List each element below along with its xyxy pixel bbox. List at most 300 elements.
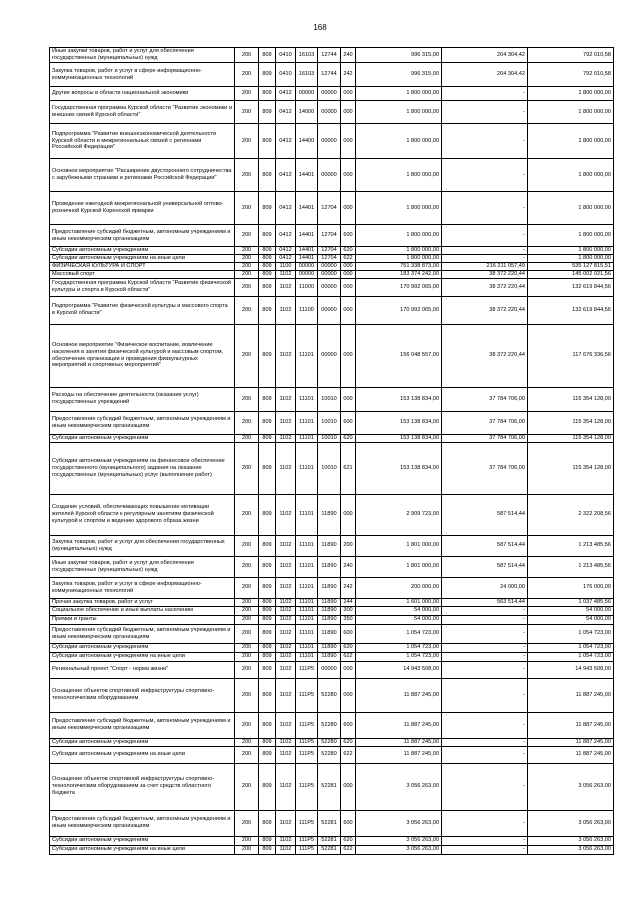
row-amount-remaining: 115 354 128,00 (528, 442, 614, 494)
table-row (50, 225, 614, 247)
row-amount-planned: 996 315,00 (356, 48, 442, 63)
row-amount-planned: 3 056 263,00 (356, 836, 442, 845)
row-amount-executed: 38 372 220,44 (442, 270, 528, 278)
row-code-ministry: 809 (259, 270, 276, 278)
table-row (50, 87, 614, 101)
row-code-program: 00000 (296, 262, 318, 270)
row-amount-planned: 1 601 000,00 (356, 598, 442, 606)
row-code-section: 0412 (276, 87, 296, 101)
table-row (50, 577, 614, 598)
row-amount-executed: 38 372 220,44 (442, 278, 528, 296)
row-code-type: 000 (341, 124, 356, 159)
row-code-type: 620 (341, 738, 356, 746)
row-code-program: 11101 (296, 442, 318, 494)
row-code-ministry: 809 (259, 87, 276, 101)
row-code-type: 622 (341, 652, 356, 661)
row-code-admin: 200 (235, 192, 259, 225)
table-row (50, 270, 614, 278)
row-amount-executed: - (442, 712, 528, 738)
row-code-section: 0412 (276, 159, 296, 192)
row-code-type: 000 (341, 763, 356, 810)
row-code-ministry: 809 (259, 494, 276, 535)
table-row (50, 810, 614, 836)
row-code-type: 000 (341, 296, 356, 324)
row-code-admin: 200 (235, 159, 259, 192)
row-code-direction: 52281 (318, 845, 341, 854)
row-amount-executed: 37 784 706,00 (442, 411, 528, 434)
row-code-admin: 200 (235, 624, 259, 643)
row-amount-remaining: 14 943 508,00 (528, 661, 614, 678)
row-code-ministry: 809 (259, 262, 276, 270)
row-code-direction: 52281 (318, 763, 341, 810)
row-code-section: 1102 (276, 494, 296, 535)
row-amount-remaining: 1 800 000,00 (528, 159, 614, 192)
row-code-section: 1102 (276, 615, 296, 624)
row-name: Предоставление субсидий бюджетным, автономным учреждениям и иным некоммерческим организациям (50, 712, 235, 738)
row-code-program: 14401 (296, 254, 318, 262)
row-amount-remaining: 11 887 245,00 (528, 712, 614, 738)
row-code-section: 1102 (276, 624, 296, 643)
table-row (50, 411, 614, 434)
row-code-program: 14000 (296, 101, 318, 124)
row-code-admin: 200 (235, 643, 259, 652)
row-code-section: 1102 (276, 712, 296, 738)
row-code-admin: 200 (235, 296, 259, 324)
table-row (50, 535, 614, 556)
row-amount-planned: 54 000,00 (356, 615, 442, 624)
row-code-section: 1102 (276, 810, 296, 836)
row-code-ministry: 809 (259, 296, 276, 324)
row-name: ФИЗИЧЕСКАЯ КУЛЬТУРА И СПОРТ (50, 262, 235, 270)
row-name: Субсидии автономным учреждениям на иные цели (50, 845, 235, 854)
row-code-admin: 200 (235, 836, 259, 845)
row-code-section: 1102 (276, 836, 296, 845)
row-name: Основное мероприятие "Физическое воспитание, вовлечение населения в занятия физической культурой и массовым спортом, обеспечение организации и проведения физкультурных мероприятий и спортивных мероприятий" (50, 324, 235, 387)
row-code-admin: 200 (235, 763, 259, 810)
row-amount-remaining: 11 887 245,00 (528, 746, 614, 763)
row-code-admin: 200 (235, 254, 259, 262)
row-name: Региональный проект "Спорт - норма жизни" (50, 661, 235, 678)
row-amount-remaining: 3 056 263,00 (528, 836, 614, 845)
row-name: Проведение ежегодной межрегиональной универсальной оптово-розничной Курской Коренской ярмарки (50, 192, 235, 225)
row-code-direction: 12744 (318, 63, 341, 87)
row-amount-planned: 996 315,00 (356, 63, 442, 87)
table-row (50, 494, 614, 535)
row-name: Оснащение объектов спортивной инфраструктуры спортивно-технологическим оборудованием за счет средств областного бюджета (50, 763, 235, 810)
row-code-ministry: 809 (259, 598, 276, 606)
row-code-section: 1102 (276, 556, 296, 577)
row-code-program: 11101 (296, 556, 318, 577)
row-code-admin: 200 (235, 411, 259, 434)
row-code-admin: 200 (235, 615, 259, 624)
row-amount-planned: 751 338 873,00 (356, 262, 442, 270)
row-code-direction: 52281 (318, 810, 341, 836)
row-code-ministry: 809 (259, 652, 276, 661)
row-amount-remaining: 792 010,58 (528, 63, 614, 87)
row-code-program: 11101 (296, 324, 318, 387)
row-amount-remaining: 54 000,00 (528, 615, 614, 624)
row-amount-planned: 1 054 723,00 (356, 624, 442, 643)
row-code-program: 111P5 (296, 836, 318, 845)
row-code-section: 1102 (276, 763, 296, 810)
row-amount-planned: 183 374 242,00 (356, 270, 442, 278)
row-code-type: 300 (341, 606, 356, 615)
row-code-type: 000 (341, 661, 356, 678)
row-amount-remaining: 132 619 844,56 (528, 296, 614, 324)
row-code-type: 000 (341, 159, 356, 192)
row-amount-executed: - (442, 738, 528, 746)
row-amount-executed: - (442, 836, 528, 845)
row-code-ministry: 809 (259, 661, 276, 678)
row-amount-executed: - (442, 661, 528, 678)
row-name: Закупка товаров, работ и услуг для обеспечения государственных (муниципальных) нужд (50, 535, 235, 556)
row-name: Подпрограмма "Развитие физической культуры и массового спорта в Курской области" (50, 296, 235, 324)
row-amount-planned: 1 800 000,00 (356, 159, 442, 192)
row-code-type: 242 (341, 63, 356, 87)
row-code-direction: 12744 (318, 48, 341, 63)
row-code-ministry: 809 (259, 615, 276, 624)
row-code-ministry: 809 (259, 556, 276, 577)
table-row (50, 746, 614, 763)
row-name: Оснащение объектов спортивной инфраструктуры спортивно-технологическим оборудованием (50, 678, 235, 712)
row-code-ministry: 809 (259, 442, 276, 494)
row-code-program: 00000 (296, 87, 318, 101)
row-code-program: 14401 (296, 192, 318, 225)
row-code-program: 11101 (296, 411, 318, 434)
row-code-type: 600 (341, 624, 356, 643)
table-row (50, 652, 614, 661)
row-code-program: 11000 (296, 278, 318, 296)
row-code-admin: 200 (235, 442, 259, 494)
row-code-admin: 200 (235, 652, 259, 661)
row-code-ministry: 809 (259, 278, 276, 296)
row-name: Субсидии автономным учреждениям (50, 247, 235, 255)
row-code-type: 240 (341, 556, 356, 577)
page-number: 168 (313, 23, 327, 32)
row-code-admin: 200 (235, 262, 259, 270)
budget-table (49, 47, 614, 855)
table-row (50, 262, 614, 270)
row-code-direction: 00000 (318, 278, 341, 296)
row-amount-planned: 153 138 834,00 (356, 434, 442, 442)
row-code-type: 620 (341, 836, 356, 845)
row-amount-remaining: 535 127 815,51 (528, 262, 614, 270)
row-amount-executed: 37 784 706,00 (442, 442, 528, 494)
row-amount-executed: - (442, 763, 528, 810)
row-code-section: 1102 (276, 652, 296, 661)
row-amount-planned: 1 800 000,00 (356, 124, 442, 159)
row-amount-executed: 24 000,00 (442, 577, 528, 598)
table-row (50, 643, 614, 652)
row-name: Другие вопросы в области национальной экономики (50, 87, 235, 101)
row-amount-remaining: 2 322 208,56 (528, 494, 614, 535)
row-code-type: 621 (341, 442, 356, 494)
row-code-direction: 00000 (318, 296, 341, 324)
row-amount-executed: - (442, 87, 528, 101)
row-amount-planned: 11 887 245,00 (356, 712, 442, 738)
table-row (50, 598, 614, 606)
row-code-type: 200 (341, 535, 356, 556)
row-amount-planned: 1 801 000,00 (356, 535, 442, 556)
row-name: Премии и гранты (50, 615, 235, 624)
row-amount-planned: 1 054 723,00 (356, 643, 442, 652)
row-code-admin: 200 (235, 746, 259, 763)
row-code-section: 1102 (276, 738, 296, 746)
row-code-ministry: 809 (259, 124, 276, 159)
row-amount-planned: 2 909 723,00 (356, 494, 442, 535)
row-amount-executed: - (442, 624, 528, 643)
row-amount-executed: 204 304,42 (442, 48, 528, 63)
row-code-direction: 11890 (318, 652, 341, 661)
row-amount-remaining: 115 354 128,00 (528, 434, 614, 442)
row-code-section: 0412 (276, 101, 296, 124)
row-code-type: 000 (341, 324, 356, 387)
row-code-type: 244 (341, 598, 356, 606)
row-code-admin: 200 (235, 63, 259, 87)
row-amount-remaining: 1 800 000,00 (528, 87, 614, 101)
row-amount-executed: - (442, 643, 528, 652)
row-name: Субсидии автономным учреждениям на иные цели (50, 652, 235, 661)
row-code-program: 111P5 (296, 678, 318, 712)
row-code-program: 11101 (296, 615, 318, 624)
row-amount-executed: - (442, 247, 528, 255)
row-code-program: 111P5 (296, 746, 318, 763)
row-code-section: 1102 (276, 324, 296, 387)
row-code-direction: 11890 (318, 606, 341, 615)
row-amount-executed: 587 514,44 (442, 494, 528, 535)
table-row (50, 615, 614, 624)
row-amount-planned: 170 992 065,00 (356, 296, 442, 324)
row-amount-planned: 1 800 000,00 (356, 101, 442, 124)
row-name: Субсидии автономным учреждениям на иные цели (50, 746, 235, 763)
row-amount-remaining: 1 800 000,00 (528, 247, 614, 255)
row-code-direction: 11890 (318, 494, 341, 535)
row-code-program: 11101 (296, 624, 318, 643)
table-row (50, 434, 614, 442)
row-code-ministry: 809 (259, 712, 276, 738)
row-amount-remaining: 1 800 000,00 (528, 192, 614, 225)
row-name: Предоставление субсидий бюджетным, автономным учреждениям и иным некоммерческим организациям (50, 411, 235, 434)
row-code-ministry: 809 (259, 159, 276, 192)
row-code-direction: 00000 (318, 661, 341, 678)
row-amount-executed: - (442, 810, 528, 836)
table-row (50, 63, 614, 87)
row-amount-executed: - (442, 159, 528, 192)
table-row (50, 48, 614, 63)
row-code-program: 111P5 (296, 738, 318, 746)
row-code-type: 240 (341, 48, 356, 63)
row-code-admin: 200 (235, 810, 259, 836)
table-row (50, 101, 614, 124)
row-code-ministry: 809 (259, 48, 276, 63)
table-row (50, 763, 614, 810)
row-amount-remaining: 1 800 000,00 (528, 225, 614, 247)
row-name: Субсидии автономным учреждениям на иные цели (50, 254, 235, 262)
row-amount-planned: 153 138 834,00 (356, 411, 442, 434)
row-code-direction: 10010 (318, 434, 341, 442)
row-amount-remaining: 1 800 000,00 (528, 124, 614, 159)
row-amount-executed: 38 372 220,44 (442, 324, 528, 387)
row-code-ministry: 809 (259, 411, 276, 434)
row-code-ministry: 809 (259, 254, 276, 262)
row-code-ministry: 809 (259, 746, 276, 763)
row-code-admin: 200 (235, 124, 259, 159)
row-amount-planned: 54 000,00 (356, 606, 442, 615)
row-code-ministry: 809 (259, 643, 276, 652)
row-code-ministry: 809 (259, 101, 276, 124)
row-code-direction: 11890 (318, 577, 341, 598)
row-name: Основное мероприятие "Расширение двустороннего сотрудничества с зарубежными странами и регионами Российской Федерации" (50, 159, 235, 192)
row-name: Иные закупки товаров, работ и услуг для обеспечения государственных (муниципальных) нужд (50, 48, 235, 63)
table-row (50, 192, 614, 225)
row-code-section: 1102 (276, 278, 296, 296)
row-code-admin: 200 (235, 598, 259, 606)
row-code-direction: 52280 (318, 738, 341, 746)
row-amount-executed: - (442, 606, 528, 615)
row-code-direction: 11890 (318, 643, 341, 652)
table-row (50, 606, 614, 615)
row-code-section: 1102 (276, 845, 296, 854)
row-code-admin: 200 (235, 247, 259, 255)
row-code-type: 622 (341, 746, 356, 763)
row-code-program: 11101 (296, 598, 318, 606)
row-name: Предоставление субсидий бюджетным, автономным учреждениям и иным некоммерческим организациям (50, 624, 235, 643)
row-amount-planned: 156 048 557,00 (356, 324, 442, 387)
row-code-direction: 10010 (318, 442, 341, 494)
row-code-admin: 200 (235, 606, 259, 615)
row-name: Создание условий, обеспечивающих повышение мотивации жителей Курской области к регулярным занятиям физической культурой и спортом и ведению здорового образа жизни (50, 494, 235, 535)
row-code-program: 00000 (296, 270, 318, 278)
row-code-section: 0412 (276, 192, 296, 225)
row-name: Субсидии автономным учреждениям (50, 434, 235, 442)
row-name: Массовый спорт (50, 270, 235, 278)
table-row (50, 738, 614, 746)
table-row (50, 387, 614, 411)
table-row (50, 661, 614, 678)
table-row (50, 254, 614, 262)
row-code-type: 000 (341, 87, 356, 101)
row-amount-planned: 3 056 263,00 (356, 845, 442, 854)
row-code-section: 1102 (276, 643, 296, 652)
row-code-ministry: 809 (259, 192, 276, 225)
row-code-program: 11101 (296, 643, 318, 652)
row-code-program: 11101 (296, 387, 318, 411)
row-code-ministry: 809 (259, 738, 276, 746)
row-code-section: 0412 (276, 225, 296, 247)
row-code-program: 16103 (296, 63, 318, 87)
row-code-section: 0410 (276, 63, 296, 87)
row-code-direction: 00000 (318, 262, 341, 270)
row-name: Закупка товаров, работ и услуг в сфере информационно-коммуникационных технологий (50, 63, 235, 87)
row-amount-remaining: 1 800 000,00 (528, 101, 614, 124)
row-code-admin: 200 (235, 577, 259, 598)
table-row (50, 159, 614, 192)
row-amount-remaining: 115 354 128,00 (528, 387, 614, 411)
row-amount-executed: - (442, 678, 528, 712)
row-code-program: 14401 (296, 159, 318, 192)
row-name: Прочая закупка товаров, работ и услуг (50, 598, 235, 606)
row-amount-planned: 11 887 245,00 (356, 678, 442, 712)
row-amount-remaining: 54 000,00 (528, 606, 614, 615)
row-code-ministry: 809 (259, 678, 276, 712)
row-amount-planned: 11 887 245,00 (356, 746, 442, 763)
row-amount-remaining: 3 056 263,00 (528, 845, 614, 854)
row-code-section: 1100 (276, 262, 296, 270)
row-amount-remaining: 792 010,58 (528, 48, 614, 63)
row-code-section: 1102 (276, 746, 296, 763)
row-code-direction: 00000 (318, 324, 341, 387)
row-amount-planned: 14 943 508,00 (356, 661, 442, 678)
row-amount-planned: 1 054 723,00 (356, 652, 442, 661)
row-amount-planned: 3 056 263,00 (356, 810, 442, 836)
row-code-ministry: 809 (259, 810, 276, 836)
row-code-section: 1102 (276, 434, 296, 442)
row-name: Государственная программа Курской области "Развитие физической культуры и спорта в Курской области" (50, 278, 235, 296)
row-code-section: 1102 (276, 606, 296, 615)
row-amount-planned: 1 800 000,00 (356, 225, 442, 247)
row-code-ministry: 809 (259, 434, 276, 442)
row-code-direction: 10010 (318, 411, 341, 434)
row-amount-remaining: 115 354 128,00 (528, 411, 614, 434)
row-code-admin: 200 (235, 225, 259, 247)
row-code-admin: 200 (235, 661, 259, 678)
row-code-admin: 200 (235, 270, 259, 278)
row-amount-planned: 1 800 000,00 (356, 247, 442, 255)
row-code-ministry: 809 (259, 763, 276, 810)
row-code-program: 11101 (296, 606, 318, 615)
row-name: Субсидии автономным учреждениям (50, 836, 235, 845)
row-code-type: 000 (341, 262, 356, 270)
row-code-admin: 200 (235, 738, 259, 746)
row-amount-executed: - (442, 101, 528, 124)
row-code-ministry: 809 (259, 324, 276, 387)
row-code-direction: 52280 (318, 712, 341, 738)
row-code-type: 600 (341, 225, 356, 247)
row-code-section: 0410 (276, 48, 296, 63)
row-amount-executed: 587 514,44 (442, 535, 528, 556)
row-amount-remaining: 1 037 485,56 (528, 598, 614, 606)
row-code-ministry: 809 (259, 845, 276, 854)
row-code-type: 600 (341, 810, 356, 836)
row-code-direction: 52281 (318, 836, 341, 845)
row-amount-executed: - (442, 225, 528, 247)
row-amount-executed: 563 514,44 (442, 598, 528, 606)
row-code-direction: 11890 (318, 556, 341, 577)
row-name: Субсидии автономным учреждениям (50, 643, 235, 652)
row-amount-planned: 1 800 000,00 (356, 192, 442, 225)
row-amount-executed: 204 304,42 (442, 63, 528, 87)
row-code-section: 1102 (276, 535, 296, 556)
row-amount-remaining: 11 887 245,00 (528, 738, 614, 746)
table-row (50, 712, 614, 738)
table-row (50, 124, 614, 159)
row-amount-executed: - (442, 615, 528, 624)
row-code-direction: 00000 (318, 101, 341, 124)
row-code-program: 111P5 (296, 810, 318, 836)
row-code-section: 1102 (276, 411, 296, 434)
row-code-admin: 200 (235, 101, 259, 124)
row-code-type: 622 (341, 254, 356, 262)
row-amount-executed: - (442, 192, 528, 225)
row-amount-planned: 153 138 834,00 (356, 442, 442, 494)
row-code-admin: 200 (235, 556, 259, 577)
row-code-direction: 00000 (318, 159, 341, 192)
row-amount-planned: 1 800 000,00 (356, 254, 442, 262)
row-code-type: 000 (341, 270, 356, 278)
table-row (50, 247, 614, 255)
row-code-program: 14400 (296, 124, 318, 159)
row-amount-executed: 216 211 057,49 (442, 262, 528, 270)
